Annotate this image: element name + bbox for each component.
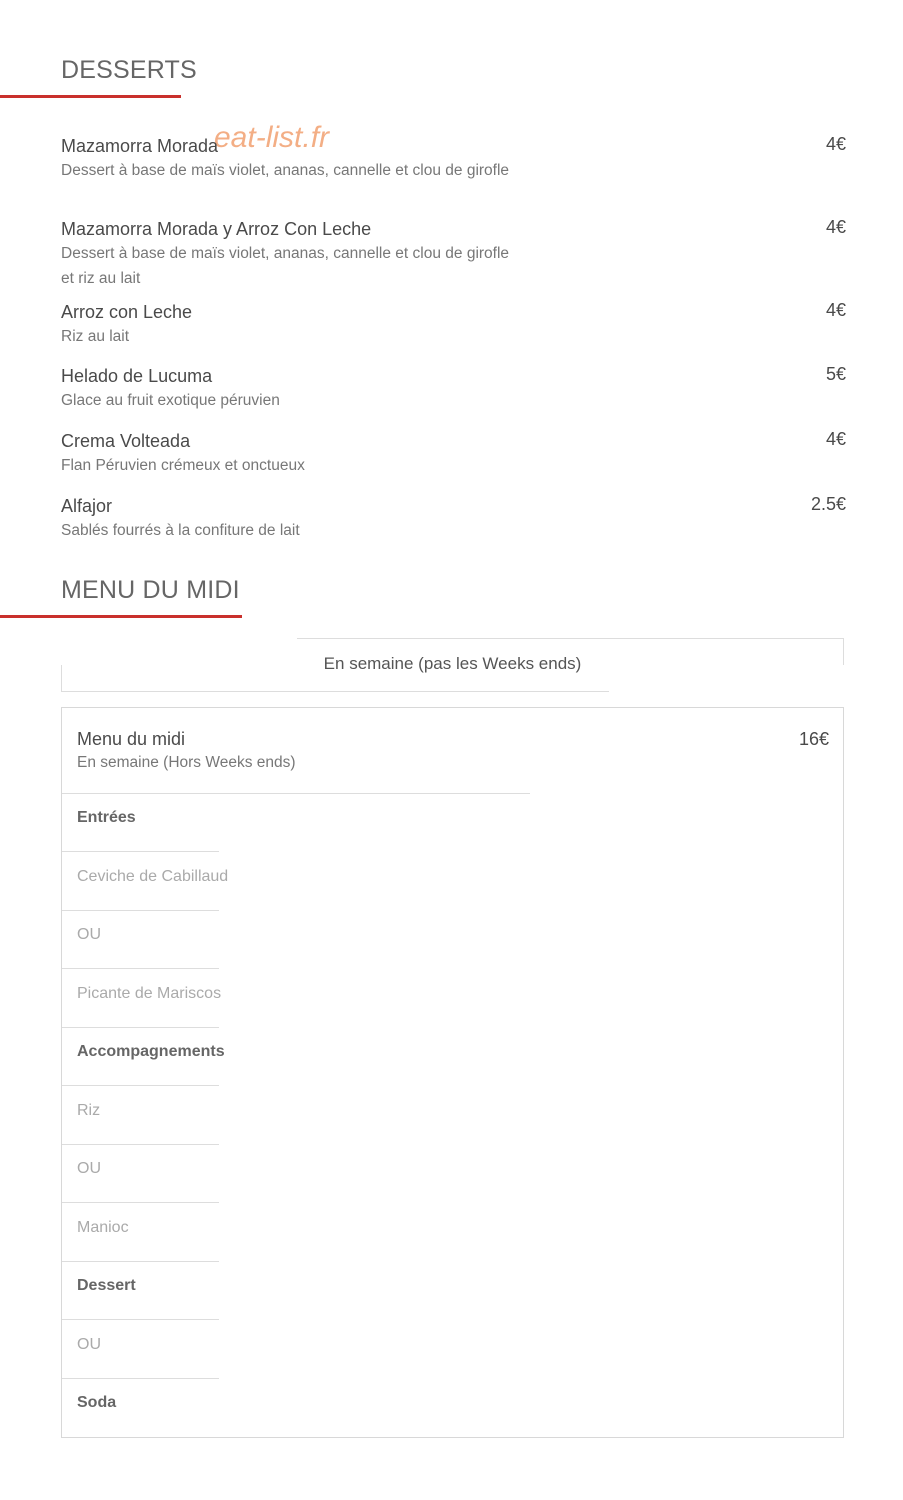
- menu-option: [62, 1145, 219, 1203]
- dessert-item-price: 5€: [825, 364, 846, 384]
- menu-option: [62, 1087, 219, 1145]
- dessert-item-desc: Sablés fourrés à la confiture de lait: [61, 522, 300, 539]
- dessert-item: [61, 217, 846, 291]
- dessert-item-price: 4€: [825, 429, 846, 449]
- tab-label[interactable]: En semaine (pas les Weeks ends): [323, 654, 582, 673]
- dessert-item-name: Mazamorra Morada y Arroz Con Leche: [61, 219, 372, 239]
- menu-section-header: [62, 1379, 219, 1437]
- tab-border: [297, 638, 844, 639]
- dessert-item-desc: Riz au lait: [61, 328, 130, 345]
- dessert-item: [61, 429, 846, 478]
- dessert-item: [61, 364, 846, 413]
- menu-section-header-text: Entrées: [77, 809, 136, 826]
- dessert-item-price: 4€: [825, 134, 846, 154]
- menu-section-header-text: Accompagnements: [77, 1043, 225, 1060]
- dessert-item: [61, 494, 846, 543]
- dessert-item-price: 4€: [825, 300, 846, 320]
- dessert-item-desc: Flan Péruvien crémeux et onctueux: [61, 457, 305, 474]
- tab-border: [61, 691, 609, 692]
- menu-section-header-text: Soda: [77, 1394, 117, 1411]
- dessert-item: [61, 134, 846, 183]
- dessert-item-price: 2.5€: [810, 494, 846, 514]
- desserts-title-underline: [0, 95, 181, 98]
- menu-midi-title: MENU DU MIDI: [61, 576, 240, 604]
- dessert-item-name: Crema Volteada: [61, 431, 191, 451]
- menu-option: [62, 1204, 219, 1262]
- dessert-item-desc: Glace au fruit exotique péruvien: [61, 392, 280, 409]
- dessert-item-name: Alfajor: [61, 496, 113, 516]
- dessert-item-name: Helado de Lucuma: [61, 366, 213, 386]
- desserts-title: DESSERTS: [61, 56, 197, 84]
- menu-option-text: Picante de Mariscos: [77, 984, 222, 1002]
- dessert-item-name: Arroz con Leche: [61, 302, 193, 322]
- menu-card-price: 16€: [798, 729, 829, 749]
- watermark: eat-list.fr: [214, 121, 330, 154]
- menu-option-text: OU: [77, 1335, 101, 1353]
- dessert-item-price: 4€: [825, 217, 846, 237]
- menu-option-text: OU: [77, 926, 101, 943]
- menu-option: [62, 911, 219, 969]
- dessert-item-name: Mazamorra Morada: [61, 136, 219, 156]
- menu-section-header: [62, 1028, 225, 1086]
- menu-option-text: OU: [77, 1160, 101, 1177]
- menu-card-name: Menu du midi: [77, 729, 186, 749]
- menu-section-header: [62, 794, 219, 852]
- menu-section-header: [62, 1262, 219, 1320]
- menu-card: [61, 707, 844, 1438]
- tab-en-semaine[interactable]: [61, 638, 844, 692]
- dessert-item: [61, 300, 846, 349]
- menu-midi-title-underline: [0, 615, 242, 618]
- menu-card-subtitle: En semaine (Hors Weeks ends): [77, 754, 296, 771]
- menu-option-text: Riz: [77, 1101, 101, 1119]
- menu-option: [62, 853, 229, 911]
- menu-option: [62, 1321, 219, 1379]
- dessert-item-desc: Dessert à base de maïs violet, ananas, cannelle et clou de girofle et riz au lait: [61, 245, 510, 287]
- menu-option: [62, 970, 222, 1028]
- menu-option-text: Ceviche de Cabillaud: [77, 867, 229, 885]
- dessert-item-desc: Dessert à base de maïs violet, ananas, cannelle et clou de girofle: [61, 162, 510, 179]
- menu-option-text: Manioc: [77, 1218, 129, 1236]
- menu-section-header-text: Dessert: [77, 1277, 136, 1294]
